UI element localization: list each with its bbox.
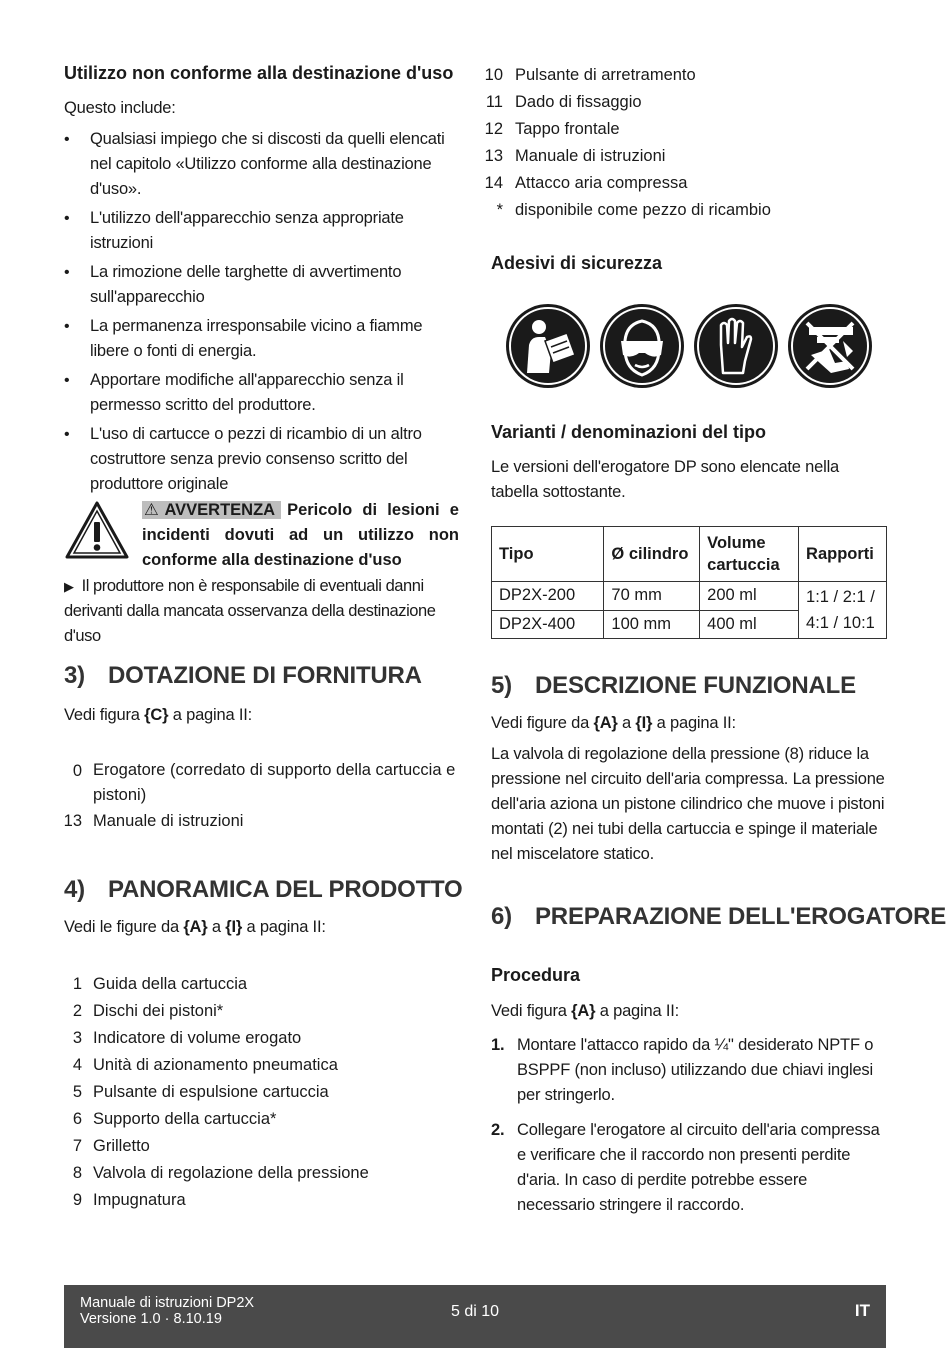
- list-item: • Apportare modifiche all'apparecchio senza il permesso scritto del produttore.: [64, 368, 459, 418]
- list-item: • Qualsiasi impiego che si discosti da quelli elencati nel capitolo «Utilizzo conforme alla destinazione d'uso».: [64, 127, 459, 202]
- variants-table: [491, 526, 887, 639]
- warning-triangle-icon: [64, 500, 130, 560]
- list-item: 1 Guida della cartuccia: [72, 975, 248, 993]
- list-item: 4 Unità di azionamento pneumatica: [72, 1056, 338, 1074]
- list-item: • La rimozione delle targhette di avvertimento sull'apparecchio: [64, 260, 459, 310]
- list-item: • L'utilizzo dell'apparecchio senza appropriate istruzioni: [64, 206, 459, 256]
- list-item: 6 Supporto della cartuccia*: [72, 1110, 277, 1128]
- table-cell: DP2X-400: [492, 610, 604, 639]
- page-footer: [64, 1285, 886, 1348]
- misuse-section: [64, 60, 459, 501]
- list-item: 2. Collegare l'erogatore al circuito dell'aria compressa e verificare che il raccordo non presenti perdite d'aria. In caso di perdite potrebbe essere necessario stringere il raccordo.: [491, 1121, 880, 1214]
- misuse-list: [64, 127, 459, 497]
- section-3-heading: 3) DOTAZIONE DI FORNITURA: [64, 662, 422, 689]
- warning-label: ⚠AVVERTENZA: [142, 501, 281, 519]
- procedure-steps: [491, 1033, 887, 1228]
- column-header: Rapporti: [799, 527, 887, 582]
- table-cell: 100 mm: [604, 610, 700, 639]
- section-5-figure-ref: Vedi figure da {A} a {I} a pagina II:: [491, 714, 736, 732]
- column-header: Ø cilindro: [604, 527, 700, 582]
- warning-text: ▶ Il produttore non è responsabile di eventuali danni derivanti dalla mancata osservanza della destinazione d'uso: [64, 577, 436, 645]
- list-item: * disponibile come pezzo di ricambio: [496, 201, 771, 219]
- list-item: 8 Valvola di regolazione della pressione: [72, 1164, 369, 1182]
- section-4-heading: 4) PANORAMICA DEL PRODOTTO: [64, 876, 463, 903]
- parts-list-continued: [478, 62, 888, 224]
- list-item: 10 Pulsante di arretramento: [484, 66, 696, 84]
- language-code: IT: [854, 1301, 870, 1320]
- table-row: [492, 582, 887, 611]
- list-item: 13 Manuale di istruzioni: [484, 147, 666, 165]
- list-item: 1. Montare l'attacco rapido da ¼" desiderato NPTF o BSPPF (non incluso) utilizzando due chiavi inglesi per stringerlo.: [491, 1036, 874, 1104]
- page-number: 5 di 10: [450, 1303, 500, 1320]
- list-item: • La permanenza irresponsabile vicino a fiamme libere o fonti di energia.: [64, 314, 459, 364]
- parts-list: [56, 971, 459, 1214]
- list-item: 13 Manuale di istruzioni: [63, 812, 244, 830]
- variants-heading: Varianti / denominazioni del tipo: [491, 422, 767, 442]
- section-4-figure-ref: Vedi le figure da {A} a {I} a pagina II:: [64, 918, 326, 936]
- table-header-row: [492, 527, 887, 582]
- read-manual-icon: [505, 303, 591, 389]
- variants-intro: Le versioni dell'erogatore DP sono elencate nella tabella sottostante.: [491, 458, 840, 501]
- section-3-list: [56, 758, 459, 835]
- list-item: 14 Attacco aria compressa: [484, 174, 688, 192]
- stickers-heading: Adesivi di sicurezza: [491, 253, 663, 273]
- arrow-icon: ▶: [64, 579, 74, 594]
- section-6-figure-ref: Vedi figura {A} a pagina II:: [491, 1002, 679, 1020]
- column-header: Tipo: [492, 527, 604, 582]
- column-header: Volume cartuccia: [700, 527, 799, 582]
- list-item: 11 Dado di fissaggio: [485, 93, 642, 111]
- footer-document-info: Manuale di istruzioni DP2X Versione 1.0 · 8.10.19: [80, 1295, 255, 1327]
- table-cell: 400 ml: [700, 610, 799, 639]
- table-cell: 70 mm: [604, 582, 700, 611]
- list-item: 0 Erogatore (corredato di supporto della cartuccia e pistoni): [72, 761, 456, 804]
- warning-title: ⚠AVVERTENZA Pericolo di lesioni e incidenti dovuti ad un utilizzo non conforme alla destinazione d'uso: [142, 501, 459, 569]
- table-cell: DP2X-200: [492, 582, 604, 611]
- list-item: 2 Dischi dei pistoni*: [72, 1002, 224, 1020]
- misuse-heading: Utilizzo non conforme alla destinazione d'uso: [64, 63, 454, 83]
- table-cell: 200 ml: [700, 582, 799, 611]
- section-5-heading: 5) DESCRIZIONE FUNZIONALE: [491, 672, 856, 699]
- section-3-figure-ref: Vedi figura {C} a pagina II:: [64, 706, 252, 724]
- list-item: 12 Tappo frontale: [484, 120, 620, 138]
- ratios-cell: 1:1 / 2:1 / 4:1 / 10:1: [799, 582, 887, 639]
- safety-goggles-icon: [599, 303, 685, 389]
- list-item: 7 Grilletto: [72, 1137, 150, 1155]
- section-6-heading: 6) PREPARAZIONE DELL'EROGATORE: [491, 903, 947, 930]
- misuse-intro: Questo include:: [64, 99, 176, 117]
- list-item: 9 Impugnatura: [72, 1191, 186, 1209]
- list-item: 5 Pulsante di espulsione cartuccia: [72, 1083, 329, 1101]
- protective-gloves-icon: [693, 303, 779, 389]
- no-lifting-icon: [787, 303, 873, 389]
- list-item: 3 Indicatore di volume erogato: [72, 1029, 302, 1047]
- section-5-text: La valvola di regolazione della pressione (8) riduce la pressione nel circuito dell'aria compressa. La pressione dell'aria aziona un pistone cilindrico che muove i pistoni montati (2) nei tubi della cartuccia e spinge il materiale nel miscelatore statico.: [491, 745, 885, 863]
- list-item: • L'uso di cartucce o pezzi di ricambio di un altro costruttore senza previo consenso scritto del produttore originale: [64, 422, 459, 497]
- procedure-heading: Procedura: [491, 965, 581, 985]
